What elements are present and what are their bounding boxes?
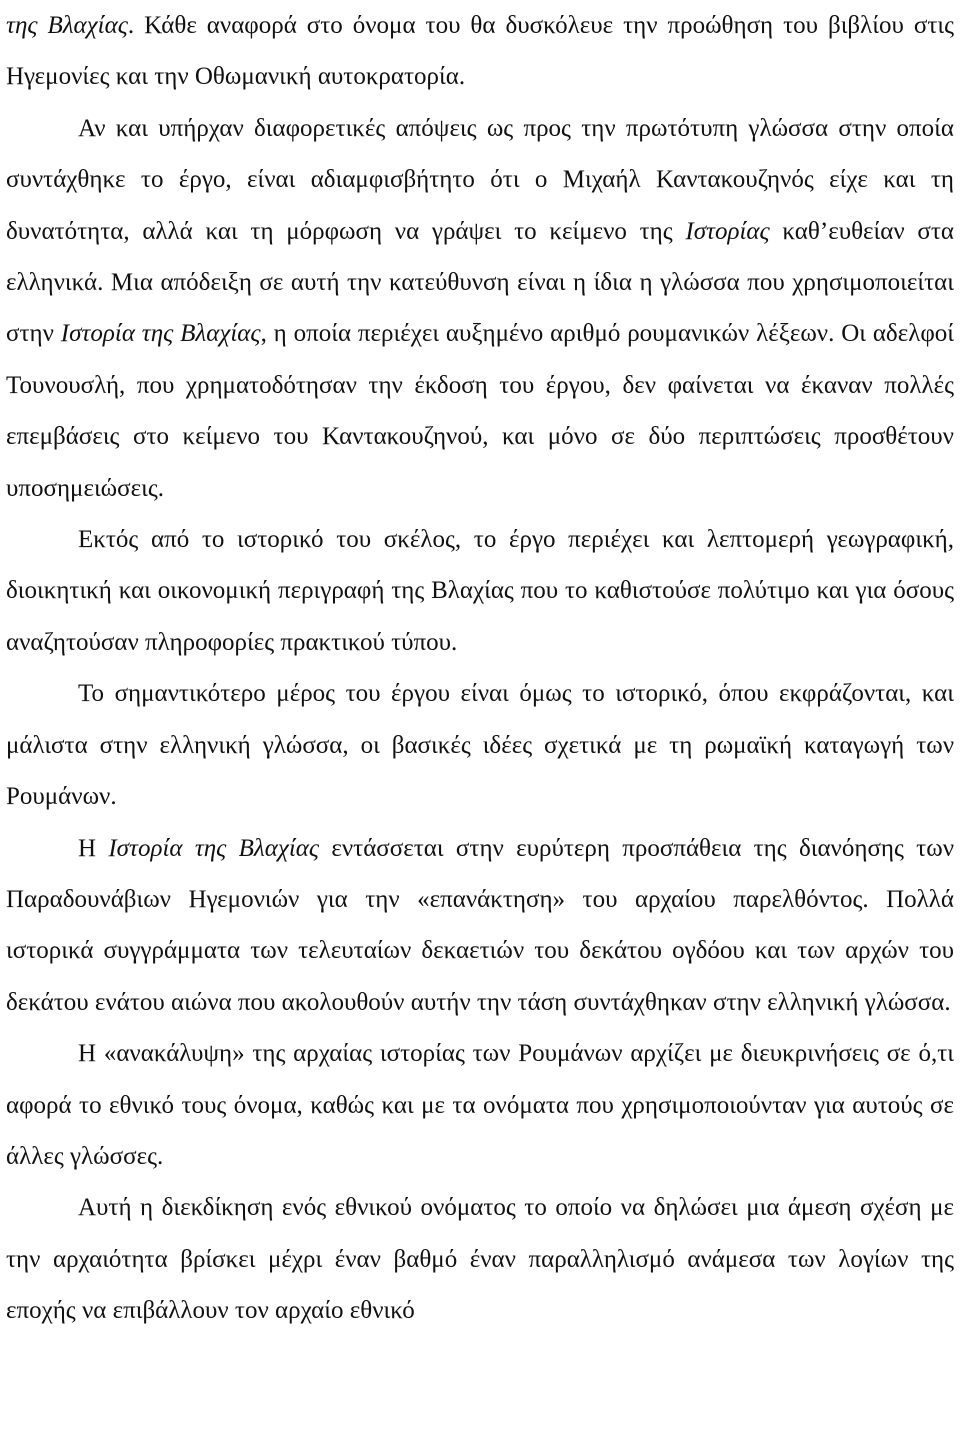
text-run: Αυτή η διεκδίκηση ενός εθνικού ονόματος το οποίο να δηλώσει μια άμεση σχέση με την αρχαιότητα βρίσκει μέχρι έναν βαθμό έναν παραλληλισμό ανάμεσα των λογίων της εποχής να επιβάλλουν τον αρχαίο εθνικό bbox=[6, 1194, 954, 1325]
text-italic: Ιστορία της Βλαχίας bbox=[108, 834, 320, 862]
text-run: Εκτός από το ιστορικό του σκέλος, το έργο περιέχει και λεπτομερή γεωγραφική, διοικητική και οικονομική περιγραφή της Βλαχίας που το καθιστούσε πολύτιμο και για όσους αναζητούσαν πληροφορίες πρακτικού τύπου. bbox=[6, 526, 954, 656]
text-run: εντάσσεται στην ευρύτερη προσπάθεια της διανόησης των Παραδουνάβιων Ηγεμονιών για την «επανάκτηση» του αρχαίου παρελθόντος. Πολλά ιστορικά συγγράμματα των τελευταίων δεκαετιών του δεκάτου ογδόου και των αρχών του δεκάτου ενάτου αιώνα που ακολουθούν αυτήν την τάση συντάχθηκαν στην ελληνική γλώσσα. bbox=[6, 834, 954, 1016]
text-run: . Κάθε αναφορά στο όνομα του θα δυσκόλευε την προώθηση του βιβλίου στις Ηγεμονίες και την Οθωμανική αυτοκρατορία. bbox=[6, 12, 954, 91]
text-italic: της Βλαχίας bbox=[6, 12, 128, 39]
paragraph-p5 bbox=[6, 1028, 954, 1182]
text-run: Αν και υπήρχαν διαφορετικές απόψεις ως προς την πρωτότυπη γλώσσα στην οποία συντάχθηκε το έργο, είναι αδιαμφισβήτητο ότι ο Μιχαήλ Καντακουζηνός είχε και τη δυνατότητα, αλλά και τη μόρφωση να γράψει το κείμενο της bbox=[6, 114, 954, 245]
text-run: Το σημαντικότερο μέρος του έργου είναι όμως το ιστορικό, όπου εκφράζονται, και μάλιστα στην ελληνική γλώσσα, οι βασικές ιδέες σχετικά με τη ρωμαϊκή καταγωγή των Ρουμάνων. bbox=[6, 680, 954, 811]
paragraph-p6 bbox=[6, 1182, 954, 1336]
text-run: καθ’ευθείαν στα ελληνικά. Μια απόδειξη σε αυτή την κατεύθυνση είναι η ίδια η γλώσσα που χρησιμοποιείται στην bbox=[6, 217, 955, 348]
text-run: Η «ανακάλυψη» της αρχαίας ιστορίας των Ρουμάνων αρχίζει με διευκρινήσεις σε ό,τι αφορά το εθνικό τους όνομα, καθώς και με τα ονόματα που χρησιμοποιούνταν για αυτούς σε άλλες γλώσσες. bbox=[6, 1040, 954, 1170]
document-page bbox=[6, 0, 954, 1337]
paragraph-p1 bbox=[6, 103, 954, 514]
text-italic: Ιστορία της Βλαχίας bbox=[60, 320, 261, 348]
paragraph-p4 bbox=[6, 823, 954, 1029]
text-italic: Ιστορίας bbox=[685, 217, 770, 245]
text-run: Η bbox=[78, 834, 109, 862]
text-run: , η οποία περιέχει αυξημένο αριθμό ρουμανικών λέξεων. Οι αδελφοί Τουνουσλή, που χρηματοδότησαν την έκδοση του έργου, δεν φαίνεται να έκαναν πολλές επεμβάσεις στο κείμενο του Καντακουζηνού, και μόνο σε δύο περιπτώσεις προσθέτουν υποσημειώσεις. bbox=[6, 320, 954, 502]
paragraph-p0 bbox=[6, 0, 954, 103]
paragraph-p3 bbox=[6, 668, 954, 822]
paragraph-p2 bbox=[6, 514, 954, 668]
